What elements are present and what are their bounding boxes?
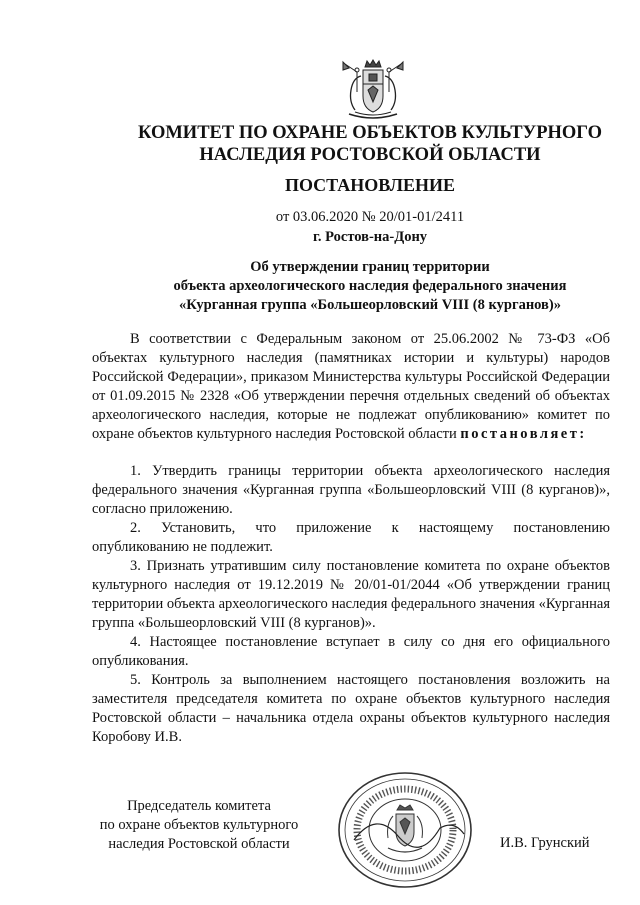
signer-title-line2: по охране объектов культурного xyxy=(99,817,299,833)
decree-item: 2. Установить, что приложение к настоящему постановлению опубликованию не подлежит. xyxy=(92,520,610,555)
subject-line2: объекта археологического наследия федерального значения xyxy=(173,278,567,294)
decree-item: 4. Настоящее постановление вступает в силу со дня его официального опубликования. xyxy=(92,634,610,669)
preamble-paragraph xyxy=(92,330,610,444)
committee-title-line1: КОМИТЕТ ПО ОХРАНЕ ОБЪЕКТОВ КУЛЬТУРНОГО xyxy=(138,123,602,143)
committee-title xyxy=(110,122,630,166)
decree-item: 5. Контроль за выполнением настоящего постановления возложить на заместителя председателя комитета по охране объектов культурного наследия Ростовской области – начальника отдела охраны объектов культурного наследия Коробову И.В. xyxy=(92,672,610,745)
committee-title-line2: НАСЛЕДИЯ РОСТОВСКОЙ ОБЛАСТИ xyxy=(199,145,541,165)
document-subject xyxy=(110,258,630,315)
signer-name: И.В. Грунский xyxy=(500,835,590,851)
decree-word: постановляет: xyxy=(460,426,587,442)
subject-line3: «Курганная группа «Большеорловский VIII (8 курганов)» xyxy=(179,297,561,313)
coat-of-arms-icon xyxy=(335,58,411,122)
decree-item: 1. Утвердить границы территории объекта археологического наследия федерального значения «Курганная группа «Большеорловский VIII (8 курганов)», согласно приложению. xyxy=(92,463,610,517)
subject-line1: Об утверждении границ территории xyxy=(250,259,490,275)
signer-title-line3: наследия Ростовской области xyxy=(108,836,290,852)
document-city: г. Ростов-на-Дону xyxy=(312,229,428,245)
decree-items xyxy=(92,462,610,747)
signer-title-line1: Председатель комитета xyxy=(127,798,271,814)
document-type: ПОСТАНОВЛЕНИЕ xyxy=(284,175,456,195)
signer-title xyxy=(88,797,310,854)
official-seal-icon xyxy=(336,770,474,890)
document-number-date: от 03.06.2020 № 20/01-01/2411 xyxy=(275,209,465,225)
decree-item: 3. Признать утратившим силу постановление комитета по охране объектов культурного наследия от 19.12.2019 № 20/01-01/2044 «Об утверждении границ территории объекта археологического наследия федерального значения «Курганная группа «Большеорловский VIII (8 курганов)». xyxy=(92,558,610,631)
preamble-text: В соответствии с Федеральным законом от 25.06.2002 № 73-ФЗ «Об объектах культурного наследия (памятниках истории и культуры) народов Российской Федерации», приказом Министерства культуры Российской Федерации от 01.09.2015 № 2328 «Об утверждении перечня отдельных сведений об объектах археологического наследия, которые не подлежат опубликованию» комитет по охране объектов культурного наследия Ростовской области xyxy=(92,331,610,442)
